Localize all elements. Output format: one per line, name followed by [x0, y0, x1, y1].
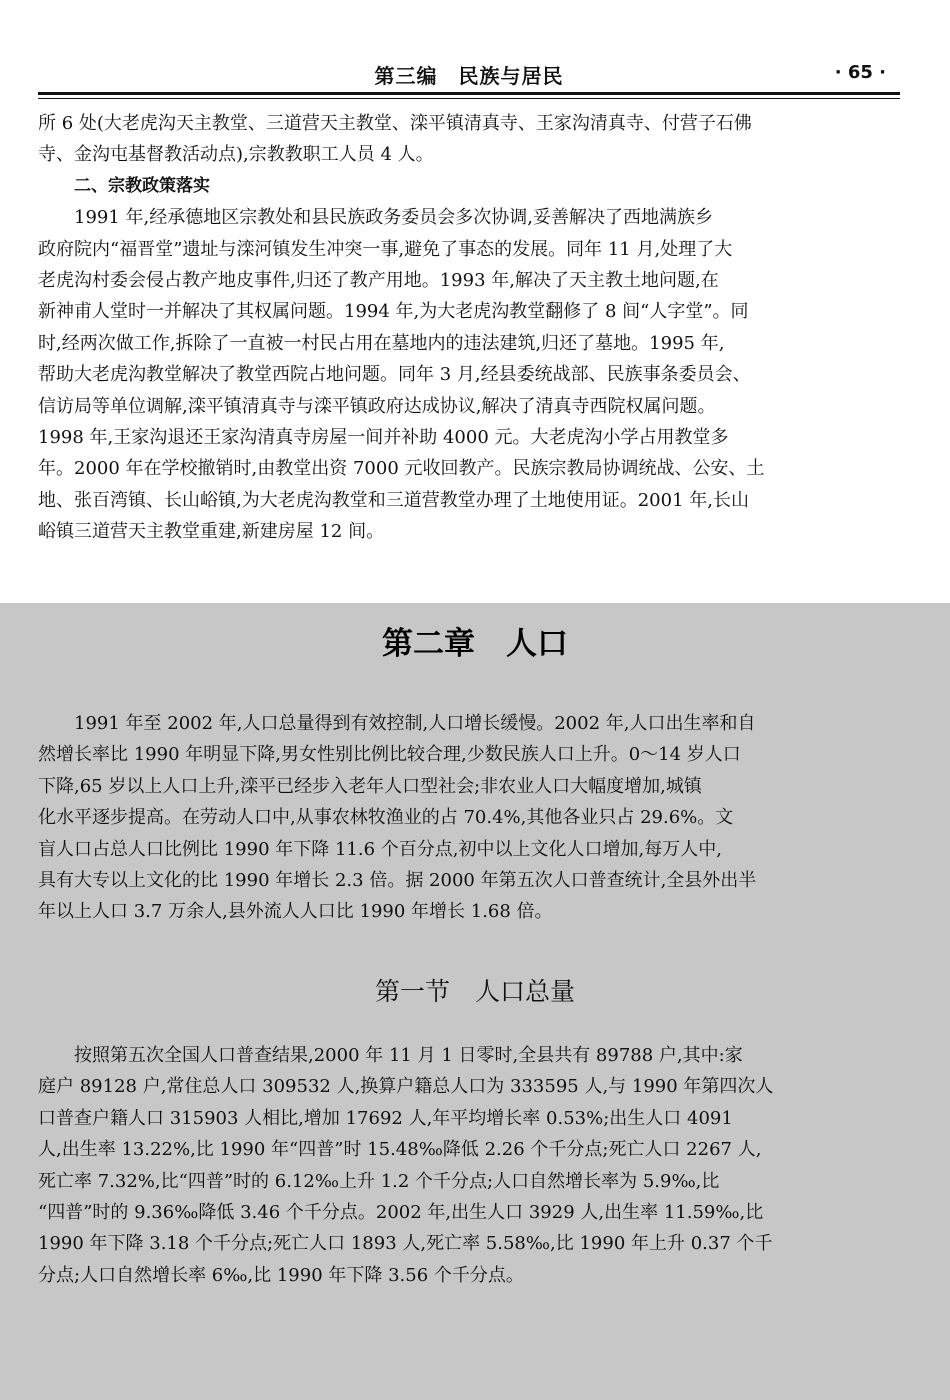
header-rule-thick [38, 92, 900, 95]
paragraph-line: 地、张百湾镇、长山峪镇,为大老虎沟教堂和三道营教堂办理了土地使用证。2001 年,长山 [38, 489, 749, 511]
paragraph-line: 寺、金沟屯基督教活动点),宗教教职工人员 4 人。 [38, 144, 434, 166]
section-paragraph [38, 1040, 900, 1291]
paragraph-line: 所 6 处(大老虎沟天主教堂、三道营天主教堂、滦平镇清真寺、王家沟清真寺、付营子石佛 [38, 113, 752, 134]
paragraph-line: 化水平逐步提高。在劳动人口中,从事农林牧渔业的占 70.4%,其他各业只占 29.6%。文 [38, 807, 734, 829]
paragraph-line: 口普查户籍人口 315903 人相比,增加 17692 人,年平均增长率 0.53%;出生人口 4091 [38, 1107, 733, 1129]
paragraph-line: 下降,65 岁以上人口上升,滦平已经步入老年人口型社会;非农业人口大幅度增加,城镇 [38, 775, 702, 797]
page-number: · 65 · [834, 62, 886, 83]
top-paragraph [38, 108, 900, 547]
section-title: 第一节 人口总量 [374, 977, 575, 1006]
paragraph-line: 信访局等单位调解,滦平镇清真寺与滦平镇政府达成协议,解决了清真寺西院权属问题。 [38, 395, 716, 417]
paragraph-line: 1998 年,王家沟退还王家沟清真寺房屋一间并补助 4000 元。大老虎沟小学占用教堂多 [38, 426, 729, 448]
chapter-paragraph [38, 708, 900, 928]
paragraph-line: 政府院内“福晋堂”遗址与滦河镇发生冲突一事,避免了事态的发展。同年 11 月,处理了大 [38, 238, 733, 260]
paragraph-line: 帮助大老虎沟教堂解决了教堂西院占地问题。同年 3 月,经县委统战部、民族事条委员会、 [38, 364, 751, 386]
subheading: 二、宗教政策落实 [74, 175, 210, 196]
header-rule-thin [38, 98, 900, 99]
paragraph-line: 峪镇三道营天主教堂重建,新建房屋 12 间。 [38, 521, 385, 543]
paragraph-line: 按照第五次全国人口普查结果,2000 年 11 月 1 日零时,全县共有 89788 户,其中:家 [74, 1045, 743, 1066]
paragraph-line: 年。2000 年在学校撤销时,由教堂出资 7000 元收回教产。民族宗教局协调统战、公安、土 [38, 458, 765, 480]
paragraph-line: 1991 年至 2002 年,人口总量得到有效控制,人口增长缓慢。2002 年,人口出生率和自 [74, 713, 756, 734]
paragraph-line: 1991 年,经承德地区宗教处和县民族政务委员会多次协调,妥善解决了西地满族乡 [74, 207, 713, 229]
paragraph-line: 分点;人口自然增长率 6‰,比 1990 年下降 3.56 个千分点。 [38, 1264, 524, 1286]
chapter-title: 第二章 人口 [382, 626, 568, 662]
paragraph-line: 庭户 89128 户,常住总人口 309532 人,换算户籍总人口为 333595 人,与 1990 年第四次人 [38, 1076, 774, 1098]
paragraph-line: 年以上人口 3.7 万余人,县外流人人口比 1990 年增长 1.68 倍。 [38, 901, 553, 923]
running-head [38, 58, 900, 88]
paragraph-line: 盲人口占总人口比例比 1990 年下降 11.6 个百分点,初中以上文化人口增加,每万人中, [38, 838, 722, 860]
paragraph-line: 老虎沟村委会侵占教产地皮事件,归还了教产用地。1993 年,解决了天主教土地问题,在 [38, 269, 719, 291]
paragraph-line: 新神甫人堂时一并解决了其权属问题。1994 年,为大老虎沟教堂翻修了 8 间“人字堂”。同 [38, 301, 749, 323]
running-head-title: 第三编 民族与居民 [374, 64, 564, 88]
paragraph-line: 时,经两次做工作,拆除了一直被一村民占用在墓地内的违法建筑,归还了墓地。1995 年, [38, 332, 725, 354]
paragraph-line: 1990 年下降 3.18 个千分点;死亡人口 1893 人,死亡率 5.58‰,比 1990 年上升 0.37 个千 [38, 1233, 773, 1255]
paragraph-line: “四普”时的 9.36‰降低 3.46 个千分点。2002 年,出生人口 3929 人,出生率 11.59‰,比 [38, 1201, 764, 1223]
paragraph-line: 人,出生率 13.22%,比 1990 年“四普”时 15.48‰降低 2.26 个千分点;死亡人口 2267 人, [38, 1139, 762, 1161]
paragraph-line: 死亡率 7.32%,比“四普”时的 6.12‰上升 1.2 个千分点;人口自然增长率为 5.9‰,比 [38, 1170, 720, 1192]
paragraph-line: 然增长率比 1990 年明显下降,男女性别比例比较合理,少数民族人口上升。0～14 岁人口 [38, 744, 741, 766]
paragraph-line: 具有大专以上文化的比 1990 年增长 2.3 倍。据 2000 年第五次人口普查统计,全县外出半 [38, 869, 757, 891]
